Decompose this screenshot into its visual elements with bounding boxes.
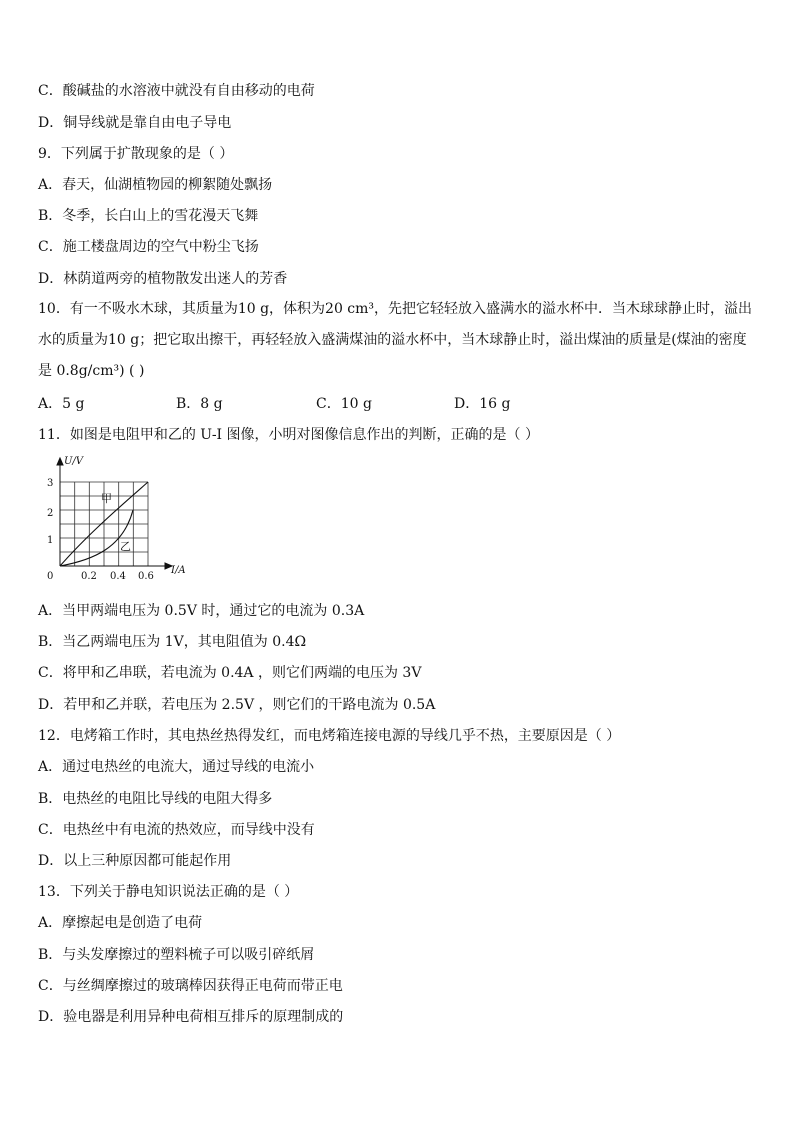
y-tick-1: 1 (47, 535, 54, 546)
x-tick-0.6: 0.6 (138, 571, 154, 582)
q11-option-c: C．将甲和乙串联，若电流为 0.4A ，则它们两端的电压为 3V (38, 665, 422, 681)
origin-label: 0 (47, 571, 54, 582)
q10-option-d: D．16 g (454, 396, 511, 412)
q12-option-c: C．电热丝中有电流的热效应，而导线中没有 (38, 822, 315, 838)
q9-option-c: C．施工楼盘周边的空气中粉尘飞扬 (38, 239, 259, 255)
q13-option-d: D．验电器是利用异种电荷相互排斥的原理制成的 (38, 1009, 344, 1025)
q9-option-d: D．林荫道两旁的植物散发出迷人的芳香 (38, 271, 288, 287)
q10-option-c: C．10 g (316, 396, 372, 412)
q13-stem: 13．下列关于静电知识说法正确的是（ ） (38, 884, 299, 900)
q13-option-c: C．与丝绸摩擦过的玻璃棒因获得正电荷而带正电 (38, 978, 343, 994)
q11-stem: 11．如图是电阻甲和乙的 U-I 图像，小明对图像信息作出的判断，正确的是（ ） (38, 427, 539, 443)
q10-options (38, 395, 510, 413)
q11-option-a: A．当甲两端电压为 0.5V 时，通过它的电流为 0.3A (38, 603, 365, 619)
u-i-graph (38, 452, 198, 582)
q9-option-b: B．冬季，长白山上的雪花漫天飞舞 (38, 208, 259, 224)
q12-option-d: D．以上三种原因都可能起作用 (38, 853, 232, 869)
q9-stem: 9．下列属于扩散现象的是（ ） (38, 146, 234, 162)
q10-option-b: B．8 g (176, 396, 223, 412)
q11-option-b: B．当乙两端电压为 1V，其电阻值为 0.4Ω (38, 634, 307, 650)
x-tick-0.2: 0.2 (81, 571, 97, 582)
q12-option-b: B．电热丝的电阻比导线的电阻大得多 (38, 791, 273, 807)
q12-stem: 12．电烤箱工作时，其电热丝热得发红，而电烤箱连接电源的导线几乎不热，主要原因是（ ） (38, 728, 621, 744)
y-tick-2: 2 (47, 508, 54, 519)
q10-stem: 10．有一不吸水木球，其质量为10 g，体积为20 cm³，先把它轻轻放入盛满水的溢水杯中．当木球球静止时，溢出水的质量为10 g；把它取出擦干，再轻轻放入盛满煤油的溢水杯中，当木球静止时，溢出煤油的质量是(煤油的密度是 0.8g/cm³) ( ) (38, 301, 753, 379)
q11-option-d: D．若甲和乙并联，若电压为 2.5V ，则它们的干路电流为 0.5A (38, 697, 436, 713)
y-axis-arrow (57, 458, 63, 465)
q10-option-a: A．5 g (38, 396, 85, 412)
label-jia: 甲 (101, 492, 112, 505)
q13-option-b: B．与头发摩擦过的塑料梳子可以吸引碎纸屑 (38, 947, 315, 963)
x-axis-label: I/A (171, 565, 186, 576)
x-tick-0.4: 0.4 (110, 571, 126, 582)
y-axis-label: U/V (64, 456, 84, 467)
label-yi: 乙 (120, 540, 131, 553)
q9-option-a: A．春天，仙湖植物园的柳絮随处飘扬 (38, 177, 273, 193)
q8-option-d: D．铜导线就是靠自由电子导电 (38, 115, 232, 131)
q8-option-c: C．酸碱盐的水溶液中就没有自由移动的电荷 (38, 83, 315, 99)
q13-option-a: A．摩擦起电是创造了电荷 (38, 915, 203, 931)
q12-option-a: A．通过电热丝的电流大，通过导线的电流小 (38, 759, 315, 775)
y-tick-3: 3 (47, 478, 54, 489)
